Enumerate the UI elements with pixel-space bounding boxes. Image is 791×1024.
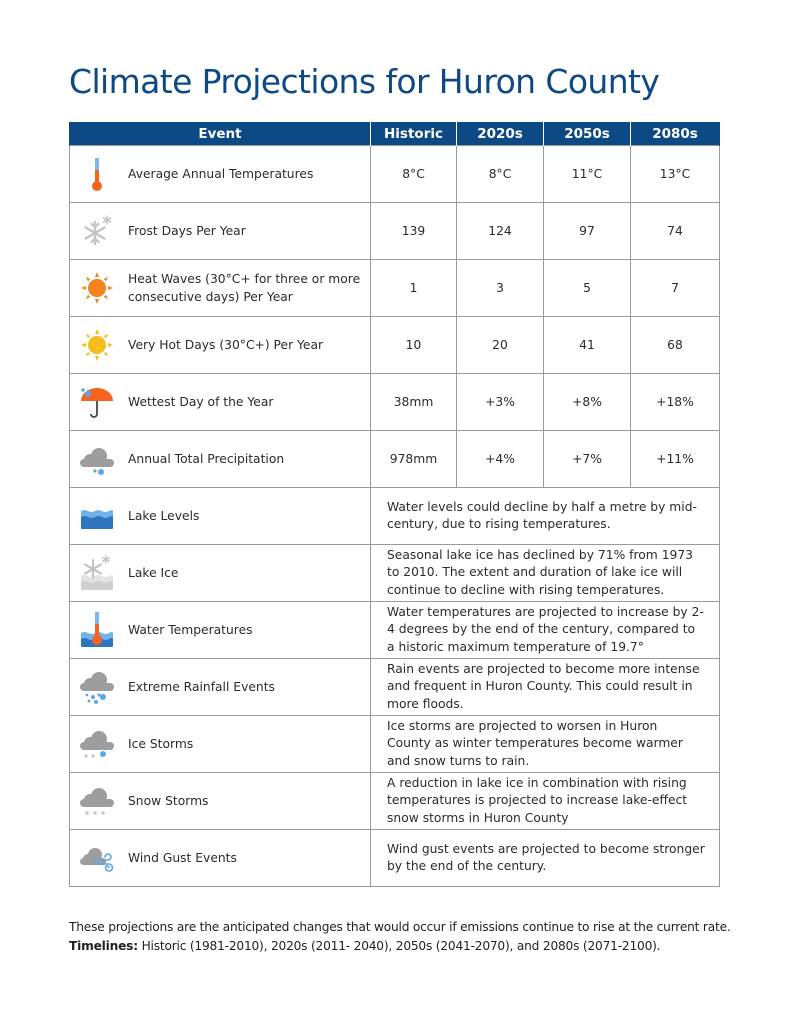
value-2020s: 124: [457, 203, 544, 260]
timelines-text: Historic (1981-2010), 2020s (2011- 2040), 2050s (2041-2070), and 2080s (2071-2100).: [137, 939, 661, 953]
page-title: Climate Projections for Huron County: [69, 62, 660, 101]
value-2020s: 3: [457, 260, 544, 317]
header-historic: Historic: [371, 122, 457, 146]
event-label: Average Annual Temperatures: [128, 167, 314, 181]
value-2020s: 20: [457, 317, 544, 374]
value-2020s: 8°C: [457, 146, 544, 203]
timelines-label: Timelines:: [69, 939, 138, 953]
rain-cloud-icon: [78, 440, 116, 478]
event-label: Snow Storms: [128, 794, 209, 808]
event-description: Wind gust events are projected to become stronger by the end of the century.: [371, 830, 720, 887]
header-2080s: 2080s: [631, 122, 720, 146]
value-2050s: 97: [544, 203, 631, 260]
value-2050s: 41: [544, 317, 631, 374]
value-2080s: +18%: [631, 374, 720, 431]
value-historic: 38mm: [371, 374, 457, 431]
event-description: Ice storms are projected to worsen in Huron County as winter temperatures become warmer and snow turns to rain.: [371, 716, 720, 773]
event-description: Water temperatures are projected to increase by 2-4 degrees by the end of the century, compared to a historic maximum temperature of 19.7°: [371, 602, 720, 659]
event-description: Rain events are projected to become more intense and frequent in Huron County. This could result in more floods.: [371, 659, 720, 716]
table-row: [70, 431, 720, 488]
event-cell: [70, 659, 371, 716]
event-description: Seasonal lake ice has declined by 71% from 1973 to 2010. The extent and duration of lake ice will continue to decline with rising temperatures.: [371, 545, 720, 602]
value-2050s: 11°C: [544, 146, 631, 203]
lake-ice-icon: [78, 554, 116, 592]
event-label: Wind Gust Events: [128, 851, 237, 865]
value-historic: 1: [371, 260, 457, 317]
sun-icon: [78, 326, 116, 364]
event-label: Wettest Day of the Year: [128, 395, 274, 409]
lake-waves-icon: [78, 497, 116, 535]
water-thermometer-icon: [78, 611, 116, 649]
table-row: [70, 203, 720, 260]
value-2050s: +8%: [544, 374, 631, 431]
event-cell: [70, 716, 371, 773]
table-header-row: [70, 122, 720, 146]
event-label: Water Temperatures: [128, 623, 253, 637]
value-2020s: +3%: [457, 374, 544, 431]
table-row: [70, 317, 720, 374]
event-label: Lake Ice: [128, 566, 179, 580]
event-cell: [70, 146, 371, 203]
table-row: [70, 602, 720, 659]
event-description: Water levels could decline by half a metre by mid-century, due to rising temperatures.: [371, 488, 720, 545]
event-cell: [70, 374, 371, 431]
table-row: [70, 830, 720, 887]
header-2050s: 2050s: [544, 122, 631, 146]
snow-cloud-icon: [78, 782, 116, 820]
value-2050s: +7%: [544, 431, 631, 488]
header-event: Event: [70, 122, 371, 146]
footer-note: These projections are the anticipated changes that would occur if emissions continue to rise at the current rate.: [69, 920, 731, 934]
event-label: Very Hot Days (30°C+) Per Year: [128, 338, 324, 352]
value-2080s: 74: [631, 203, 720, 260]
table-row: [70, 545, 720, 602]
thermometer-icon: [78, 155, 116, 193]
umbrella-rain-icon: [78, 383, 116, 421]
event-cell: [70, 260, 371, 317]
event-label: Frost Days Per Year: [128, 224, 246, 238]
snowflake-icon: [78, 212, 116, 250]
event-cell: [70, 203, 371, 260]
value-2080s: 68: [631, 317, 720, 374]
hot-sun-icon: [78, 269, 116, 307]
value-2020s: +4%: [457, 431, 544, 488]
event-label: Annual Total Precipitation: [128, 452, 285, 466]
table-row: [70, 260, 720, 317]
event-cell: [70, 431, 371, 488]
climate-projections-table: [69, 122, 720, 887]
event-label: Lake Levels: [128, 509, 200, 523]
event-cell: [70, 773, 371, 830]
event-cell: [70, 602, 371, 659]
table-row: [70, 716, 720, 773]
footer-notes: [69, 918, 769, 956]
value-2080s: 7: [631, 260, 720, 317]
table-row: [70, 146, 720, 203]
header-2020s: 2020s: [457, 122, 544, 146]
wind-cloud-icon: [78, 839, 116, 877]
value-historic: 8°C: [371, 146, 457, 203]
event-label: Heat Waves (30°C+ for three or more consecutive days) Per Year: [128, 272, 361, 304]
table-row: [70, 374, 720, 431]
value-historic: 978mm: [371, 431, 457, 488]
event-cell: [70, 317, 371, 374]
value-2080s: 13°C: [631, 146, 720, 203]
event-cell: [70, 545, 371, 602]
event-cell: [70, 488, 371, 545]
event-label: Extreme Rainfall Events: [128, 680, 275, 694]
table-row: [70, 773, 720, 830]
table-row: [70, 659, 720, 716]
value-2080s: +11%: [631, 431, 720, 488]
event-label: Ice Storms: [128, 737, 194, 751]
value-2050s: 5: [544, 260, 631, 317]
heavy-rain-cloud-icon: [78, 668, 116, 706]
event-description: A reduction in lake ice in combination with rising temperatures is projected to increase lake-effect snow storms in Huron County: [371, 773, 720, 830]
value-historic: 139: [371, 203, 457, 260]
value-historic: 10: [371, 317, 457, 374]
table-row: [70, 488, 720, 545]
ice-storm-cloud-icon: [78, 725, 116, 763]
event-cell: [70, 830, 371, 887]
footer-timelines: [69, 937, 769, 956]
